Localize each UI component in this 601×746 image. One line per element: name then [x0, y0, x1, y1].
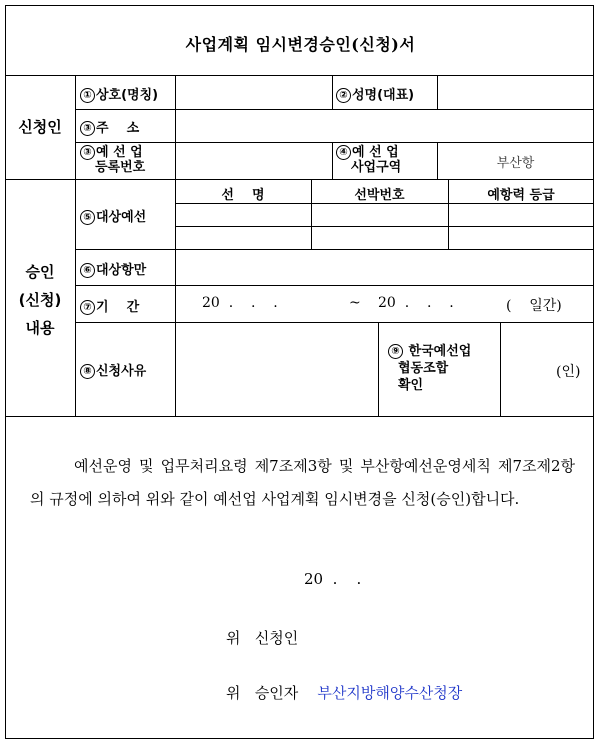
- target-tug-label: ⑤ 대상예선: [80, 206, 146, 225]
- divider: [5, 179, 594, 180]
- address-label: ③ 주 소: [80, 117, 139, 136]
- divider: [75, 285, 594, 286]
- ship-number-header: 선박번호: [354, 188, 405, 203]
- rep-name-field[interactable]: [439, 77, 592, 107]
- ship-number-field-2[interactable]: [313, 228, 446, 248]
- divider: [437, 75, 438, 109]
- applicant-line: 위 신청인: [226, 629, 299, 647]
- rep-name-label: ② 성명(대표): [336, 84, 414, 103]
- ship-name-header: 선 명: [221, 188, 265, 203]
- divider: [75, 142, 594, 143]
- divider: [175, 75, 176, 416]
- towing-grade-field-2[interactable]: [450, 228, 592, 248]
- divider: [75, 249, 594, 250]
- company-name-field[interactable]: [177, 77, 330, 107]
- divider: [500, 322, 501, 416]
- tug-area-value: 부산항: [496, 156, 535, 171]
- target-port-label: ⑥ 대상항만: [80, 259, 146, 278]
- statement-text: 예선운영 및 업무처리요령 제7조제3항 및 부산항예선운영세칙 제7조제2항의 규정에 의하여 위와 같이 예선업 사업계획 임시변경을 신청(승인)합니다.: [30, 457, 575, 508]
- company-name-label: ① 상호(명칭): [80, 84, 158, 103]
- divider: [175, 203, 594, 204]
- address-field[interactable]: [177, 111, 592, 140]
- divider: [378, 322, 379, 416]
- ship-name-field-2[interactable]: [177, 228, 309, 248]
- period-tilde: ~: [349, 295, 361, 311]
- approver-line: 위 승인자 부산지방해양수산청장: [226, 684, 463, 702]
- divider: [75, 75, 76, 416]
- union-confirm-label: ⑨ 한국예선업 협동조합 확인: [388, 343, 471, 394]
- tug-registration-label: ③ 예 선 업 등록번호: [80, 145, 145, 175]
- divider: [332, 142, 333, 179]
- divider: [5, 75, 594, 76]
- towing-grade-header: 예항력 등급: [487, 188, 555, 203]
- towing-grade-field-1[interactable]: [450, 205, 592, 225]
- period-start[interactable]: 20 . . .: [202, 295, 278, 311]
- application-date[interactable]: 20 . .: [304, 570, 362, 588]
- period-label: ⑦ 기 간: [80, 296, 139, 315]
- form-title: 사업계획 임시변경승인(신청)서: [185, 35, 416, 54]
- divider: [75, 322, 594, 323]
- approver-name: 부산지방해양수산청장: [317, 684, 463, 702]
- period-days[interactable]: ( 일간): [506, 298, 562, 314]
- divider: [75, 109, 594, 110]
- seal-mark: (인): [556, 364, 581, 380]
- divider: [175, 226, 594, 227]
- divider: [332, 75, 333, 109]
- period-end[interactable]: 20 . . .: [378, 295, 454, 311]
- tug-area-label: ④ 예 선 업 사업구역: [336, 145, 401, 175]
- tug-registration-field[interactable]: [177, 144, 330, 177]
- reason-label: ⑧ 신청사유: [80, 360, 146, 379]
- ship-name-field-1[interactable]: [177, 205, 309, 225]
- approval-group-label: 승인 (신청) 내용: [18, 263, 62, 337]
- applicant-group-label: 신청인: [18, 118, 62, 136]
- reason-field[interactable]: [177, 324, 376, 414]
- target-port-field[interactable]: [177, 251, 592, 283]
- ship-number-field-1[interactable]: [313, 205, 446, 225]
- divider: [5, 416, 594, 417]
